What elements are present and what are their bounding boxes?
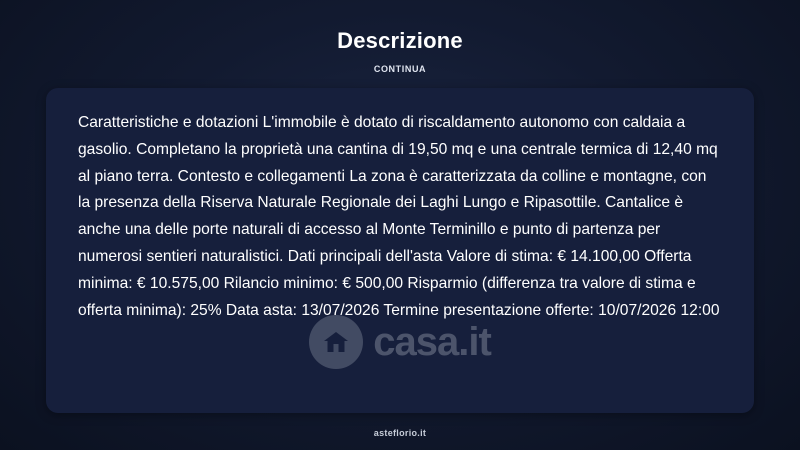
watermark-tld: .it xyxy=(458,320,491,364)
watermark-text xyxy=(373,322,491,362)
watermark-brand: casa xyxy=(373,320,459,364)
page-title: Descrizione xyxy=(337,28,463,53)
description-text: Caratteristiche e dotazioni L'immobile è dotato di riscaldamento autonomo con caldaia a gasolio. Completano la proprietà una cantina di 19,50 mq e una centrale termica di 12,40 mq al piano terra. Contesto e collegamenti La zona è caratterizzata da colline e montagne, con la presenza della Riserva Naturale Regionale dei Laghi Lungo e Ripasottile. Cantalice è anche una delle porte naturali di accesso al Monte Terminillo e punto di partenza per numerosi sentieri naturalistici. Dati principali dell'asta Valore di stima: € 14.100,00 Offerta minima: € 10.575,00 Rilancio minimo: € 500,00 Risparmio (differenza tra valore di stima e offerta minima): 25% Data asta: 13/07/2026 Termine presentazione offerte: 10/07/2026 12:00 xyxy=(78,114,723,319)
source-label: asteflorio.it xyxy=(373,428,427,438)
page-header xyxy=(0,28,800,74)
description-card xyxy=(46,88,754,413)
continue-label[interactable]: CONTINUA xyxy=(373,64,427,74)
